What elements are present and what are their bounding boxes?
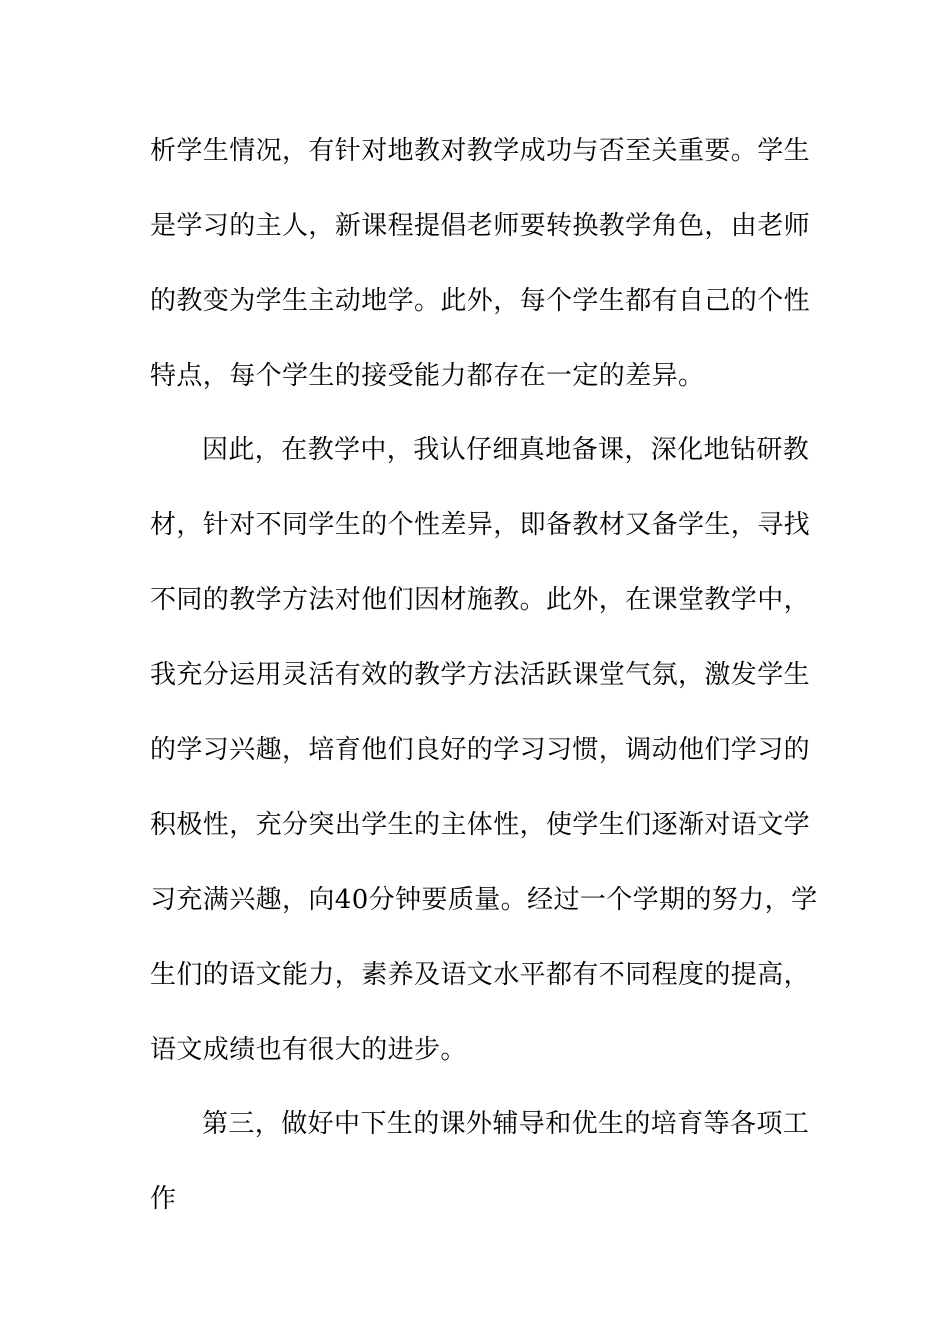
text-line: 积极性，充分突出学生的主体性，使学生们逐渐对语文学	[150, 810, 811, 840]
text-line: 是学习的主人，新课程提倡老师要转换教学角色，由老师	[150, 211, 811, 241]
text-line: 析学生情况，有针对地教对教学成功与否至关重要。学生	[150, 136, 811, 166]
text-line: 语文成绩也有很大的进步。	[150, 1035, 467, 1065]
text-line: 因此，在教学中，我认仔细真地备课，深化地钻研教	[202, 435, 810, 465]
text-line: 第三，做好中下生的课外辅导和优生的培育等各项工	[202, 1109, 810, 1139]
text-line: 作	[150, 1184, 177, 1214]
text-line: 我充分运用灵活有效的教学方法活跃课堂气氛，激发学生	[150, 660, 811, 690]
text-line: 特点，每个学生的接受能力都存在一定的差异。	[150, 361, 705, 391]
text-line: 材，针对不同学生的个性差异，即备教材又备学生，寻找	[150, 510, 811, 540]
text-line: 习充满兴趣，向40分钟要质量。经过一个学期的努力，学	[150, 885, 818, 915]
text-line: 的学习兴趣，培育他们良好的学习习惯，调动他们学习的	[150, 735, 811, 765]
text-line: 的教变为学生主动地学。此外，每个学生都有自己的个性	[150, 286, 811, 316]
text-line: 生们的语文能力，素养及语文水平都有不同程度的提高，	[150, 960, 811, 990]
text-line: 不同的教学方法对他们因材施教。此外，在课堂教学中，	[150, 585, 811, 615]
